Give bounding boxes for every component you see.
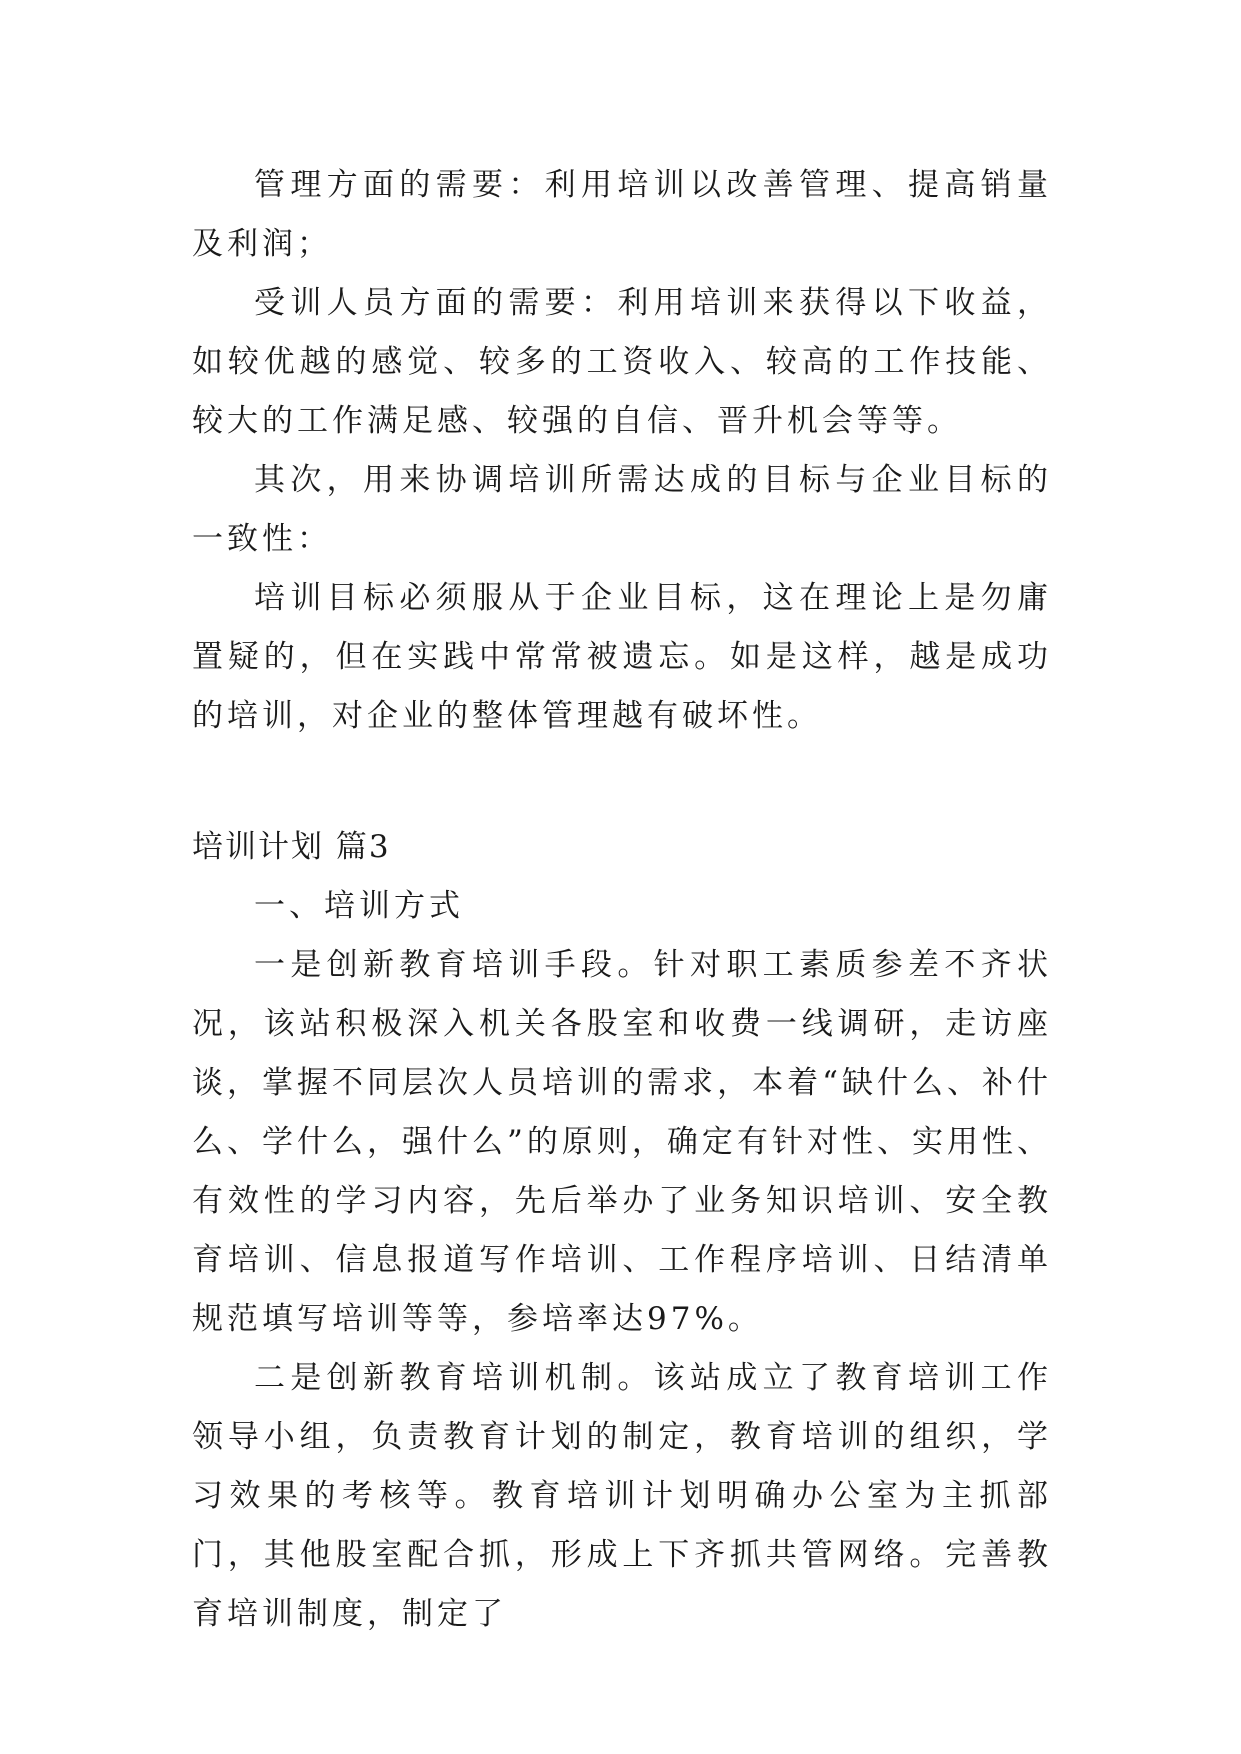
document-body [192,156,1052,1644]
paragraph-goal-consistency: 其次，用来协调培训所需达成的目标与企业目标的一致性： [192,462,1052,557]
paragraph-enterprise-goals: 培训目标必须服从于企业目标，这在理论上是勿庸置疑的，但在实践中常常被遗忘。如是这样，越是成功的培训，对企业的整体管理越有破坏性。 [192,580,1052,734]
paragraph-trainee-needs: 受训人员方面的需要：利用培训来获得以下收益，如较优越的感觉、较多的工资收入、较高的工作技能、较大的工作满足感、较强的自信、晋升机会等等。 [192,285,1052,439]
paragraph-management-needs: 管理方面的需要：利用培训以改善管理、提高销量及利润； [192,167,1052,262]
paragraph-innovate-means: 一是创新教育培训手段。针对职工素质参差不齐状况，该站积极深入机关各股室和收费一线调研，走访座谈，掌握不同层次人员培训的需求，本着“缺什么、补什么、学什么，强什么”的原则，确定有针对性、实用性、有效性的学习内容，先后举办了业务知识培训、安全教育培训、信息报道写作培训、工作程序培训、日结清单规范填写培训等等，参培率达97%。 [192,947,1052,1337]
section-title: 培训计划 篇3 [192,829,391,865]
paragraph-innovate-mechanism: 二是创新教育培训机制。该站成立了教育培训工作领导小组，负责教育计划的制定，教育培训的组织，学习效果的考核等。教育培训计划明确办公室为主抓部门，其他股室配合抓，形成上下齐抓共管网络。完善教育培训制度，制定了 [192,1360,1052,1632]
subheading-training-methods: 一、培训方式 [254,888,464,924]
section-spacer [192,746,1052,818]
